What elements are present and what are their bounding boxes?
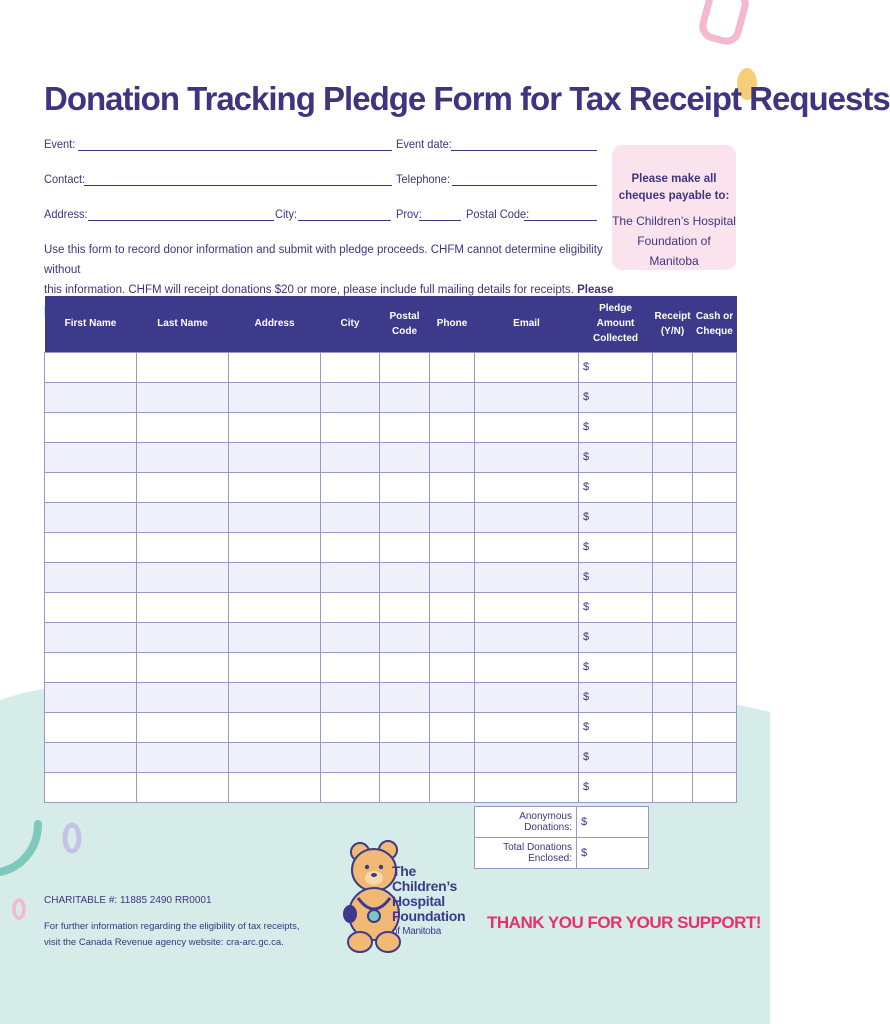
- first-name-cell[interactable]: [45, 742, 137, 772]
- pledge-amount-cell[interactable]: $: [579, 532, 653, 562]
- city-label: City:: [275, 207, 298, 221]
- postal-code-cell[interactable]: [380, 442, 430, 472]
- postal-code-cell[interactable]: [380, 652, 430, 682]
- postal-code-cell[interactable]: [380, 352, 430, 382]
- pledge-amount-cell[interactable]: $: [579, 562, 653, 592]
- cash-or-cheque-cell[interactable]: [693, 412, 737, 442]
- phone-cell[interactable]: [430, 502, 475, 532]
- header-postal-code: Postal Code: [380, 296, 430, 352]
- first-name-cell[interactable]: [45, 562, 137, 592]
- postal-code-field[interactable]: [524, 220, 597, 221]
- phone-cell[interactable]: [430, 622, 475, 652]
- phone-cell[interactable]: [430, 592, 475, 622]
- table-row: [45, 622, 737, 652]
- email-cell[interactable]: [475, 622, 579, 652]
- postal-code-cell[interactable]: [380, 622, 430, 652]
- cash-or-cheque-cell[interactable]: [693, 622, 737, 652]
- postal-code-cell[interactable]: [380, 532, 430, 562]
- first-name-cell[interactable]: [45, 382, 137, 412]
- cash-or-cheque-cell[interactable]: [693, 682, 737, 712]
- cash-or-cheque-cell[interactable]: [693, 562, 737, 592]
- phone-cell[interactable]: [430, 532, 475, 562]
- table-row: [45, 382, 737, 412]
- receipt-cell[interactable]: [653, 592, 693, 622]
- header-email: Email: [475, 296, 579, 352]
- receipt-cell[interactable]: [653, 652, 693, 682]
- phone-cell[interactable]: [430, 712, 475, 742]
- postal-code-cell[interactable]: [380, 742, 430, 772]
- postal-code-cell[interactable]: [380, 592, 430, 622]
- instructions-emphasis: Please: [577, 284, 614, 296]
- email-cell[interactable]: [475, 532, 579, 562]
- address-cell[interactable]: [229, 532, 321, 562]
- address-cell[interactable]: [229, 712, 321, 742]
- pledge-amount-cell[interactable]: $: [579, 682, 653, 712]
- postal-code-cell[interactable]: [380, 502, 430, 532]
- postal-code-cell[interactable]: [380, 562, 430, 592]
- first-name-cell[interactable]: [45, 592, 137, 622]
- cash-or-cheque-cell[interactable]: [693, 382, 737, 412]
- pledge-amount-cell[interactable]: $: [579, 472, 653, 502]
- phone-cell[interactable]: [430, 442, 475, 472]
- address-label: Address:: [44, 207, 88, 221]
- total-donations-row: [475, 838, 649, 869]
- first-name-cell[interactable]: [45, 712, 137, 742]
- city-cell[interactable]: [321, 712, 380, 742]
- cash-or-cheque-cell[interactable]: [693, 532, 737, 562]
- first-name-cell[interactable]: [45, 352, 137, 382]
- total-donations-field[interactable]: $: [577, 838, 649, 869]
- city-cell[interactable]: [321, 502, 380, 532]
- last-name-cell[interactable]: [137, 562, 229, 592]
- first-name-cell[interactable]: [45, 772, 137, 802]
- address-cell[interactable]: [229, 562, 321, 592]
- city-cell[interactable]: [321, 622, 380, 652]
- further-info-line-2: visit the Canada Revenue agency website: cra-arc.gc.ca.: [44, 937, 284, 948]
- header-pledge-amount: Pledge Amount Collected: [579, 296, 653, 352]
- last-name-cell[interactable]: [137, 592, 229, 622]
- payable-organization: [612, 211, 736, 271]
- instructions-line-2: this information. CHFM will receipt donations $20 or more, please include full mailing details for receipts.: [44, 284, 574, 296]
- city-cell[interactable]: [321, 742, 380, 772]
- city-cell[interactable]: [321, 382, 380, 412]
- first-name-cell[interactable]: [45, 532, 137, 562]
- table-row: [45, 712, 737, 742]
- address-cell[interactable]: [229, 652, 321, 682]
- pledge-amount-cell[interactable]: $: [579, 772, 653, 802]
- first-name-cell[interactable]: [45, 472, 137, 502]
- email-cell[interactable]: [475, 382, 579, 412]
- first-name-cell[interactable]: [45, 682, 137, 712]
- phone-cell[interactable]: [430, 562, 475, 592]
- table-row: [45, 562, 737, 592]
- pledge-amount-cell[interactable]: $: [579, 352, 653, 382]
- donor-table: [44, 296, 737, 803]
- phone-cell[interactable]: [430, 742, 475, 772]
- email-cell[interactable]: [475, 742, 579, 772]
- event-date-field[interactable]: [451, 150, 597, 151]
- table-row: [45, 682, 737, 712]
- foundation-logo-text: [392, 864, 465, 939]
- city-cell[interactable]: [321, 652, 380, 682]
- pledge-amount-cell[interactable]: $: [579, 712, 653, 742]
- telephone-label: Telephone:: [396, 172, 451, 186]
- phone-cell[interactable]: [430, 472, 475, 502]
- table-row: [45, 592, 737, 622]
- contact-label: Contact:: [44, 172, 86, 186]
- last-name-cell[interactable]: [137, 352, 229, 382]
- address-cell[interactable]: [229, 382, 321, 412]
- address-cell[interactable]: [229, 472, 321, 502]
- cash-or-cheque-cell[interactable]: [693, 772, 737, 802]
- header-receipt: Receipt (Y/N): [653, 296, 693, 352]
- table-row: [45, 352, 737, 382]
- postal-code-cell[interactable]: [380, 682, 430, 712]
- logo-line-5: of Manitoba: [392, 926, 441, 937]
- receipt-cell[interactable]: [653, 412, 693, 442]
- email-cell[interactable]: [475, 592, 579, 622]
- phone-cell[interactable]: [430, 382, 475, 412]
- further-info-line-1: For further information regarding the eligibility of tax receipts,: [44, 921, 300, 932]
- email-cell[interactable]: [475, 772, 579, 802]
- event-field[interactable]: [78, 150, 392, 151]
- last-name-cell[interactable]: [137, 532, 229, 562]
- city-cell[interactable]: [321, 352, 380, 382]
- first-name-cell[interactable]: [45, 502, 137, 532]
- address-cell[interactable]: [229, 502, 321, 532]
- address-cell[interactable]: [229, 592, 321, 622]
- receipt-cell[interactable]: [653, 442, 693, 472]
- prov-field[interactable]: [419, 220, 461, 221]
- payable-org-line-2: Foundation of Manitoba: [637, 234, 711, 268]
- pledge-amount-cell[interactable]: $: [579, 382, 653, 412]
- cash-or-cheque-cell[interactable]: [693, 502, 737, 532]
- receipt-cell[interactable]: [653, 772, 693, 802]
- anonymous-donations-label: Anonymous Donations:: [475, 807, 577, 838]
- header-phone: Phone: [430, 296, 475, 352]
- email-cell[interactable]: [475, 502, 579, 532]
- first-name-cell[interactable]: [45, 412, 137, 442]
- cheques-payable-box: [612, 145, 736, 270]
- city-cell[interactable]: [321, 532, 380, 562]
- first-name-cell[interactable]: [45, 622, 137, 652]
- first-name-cell[interactable]: [45, 652, 137, 682]
- table-row: [45, 442, 737, 472]
- receipt-cell[interactable]: [653, 622, 693, 652]
- address-cell[interactable]: [229, 622, 321, 652]
- postal-code-cell[interactable]: [380, 472, 430, 502]
- receipt-cell[interactable]: [653, 682, 693, 712]
- email-cell[interactable]: [475, 352, 579, 382]
- pledge-amount-cell[interactable]: $: [579, 502, 653, 532]
- email-cell[interactable]: [475, 562, 579, 592]
- city-cell[interactable]: [321, 592, 380, 622]
- header-cash-or-cheque: Cash or Cheque: [693, 296, 737, 352]
- payable-heading: [612, 171, 736, 205]
- cash-or-cheque-cell[interactable]: [693, 742, 737, 772]
- address-cell[interactable]: [229, 742, 321, 772]
- city-cell[interactable]: [321, 562, 380, 592]
- thank-you-message: THANK YOU FOR YOUR SUPPORT!: [487, 913, 761, 932]
- cash-or-cheque-cell[interactable]: [693, 472, 737, 502]
- table-row: [45, 742, 737, 772]
- email-cell[interactable]: [475, 652, 579, 682]
- table-header-row: [45, 296, 737, 352]
- first-name-cell[interactable]: [45, 442, 137, 472]
- city-cell[interactable]: [321, 682, 380, 712]
- address-cell[interactable]: [229, 412, 321, 442]
- receipt-cell[interactable]: [653, 742, 693, 772]
- pledge-amount-cell[interactable]: $: [579, 442, 653, 472]
- last-name-cell[interactable]: [137, 442, 229, 472]
- event-label: Event:: [44, 137, 76, 151]
- phone-cell[interactable]: [430, 772, 475, 802]
- last-name-cell[interactable]: [137, 712, 229, 742]
- pledge-amount-cell[interactable]: $: [579, 412, 653, 442]
- cash-or-cheque-cell[interactable]: [693, 352, 737, 382]
- header-last-name: Last Name: [137, 296, 229, 352]
- city-cell[interactable]: [321, 472, 380, 502]
- receipt-cell[interactable]: [653, 472, 693, 502]
- pledge-amount-cell[interactable]: $: [579, 742, 653, 772]
- further-information: [44, 919, 324, 951]
- email-cell[interactable]: [475, 442, 579, 472]
- logo-line-3: Hospital: [392, 893, 445, 909]
- receipt-cell[interactable]: [653, 382, 693, 412]
- postal-code-label: Postal Code:: [466, 207, 530, 221]
- table-row: [45, 412, 737, 442]
- total-donations-label: Total Donations Enclosed:: [475, 838, 577, 869]
- last-name-cell[interactable]: [137, 412, 229, 442]
- logo-line-1: The: [392, 863, 416, 879]
- postal-code-cell[interactable]: [380, 412, 430, 442]
- postal-code-cell[interactable]: [380, 772, 430, 802]
- header-first-name: First Name: [45, 296, 137, 352]
- address-field[interactable]: [88, 220, 274, 221]
- telephone-field[interactable]: [452, 185, 597, 186]
- event-date-label: Event date:: [396, 137, 452, 151]
- contact-field[interactable]: [84, 185, 392, 186]
- pledge-amount-cell[interactable]: $: [579, 592, 653, 622]
- cash-or-cheque-cell[interactable]: [693, 712, 737, 742]
- address-cell[interactable]: [229, 352, 321, 382]
- anonymous-donations-row: [475, 807, 649, 838]
- table-row: [45, 532, 737, 562]
- header-address: Address: [229, 296, 321, 352]
- city-field[interactable]: [298, 220, 391, 221]
- receipt-cell[interactable]: [653, 352, 693, 382]
- payable-org-line-1: The Children’s Hospital: [612, 214, 736, 228]
- receipt-cell[interactable]: [653, 502, 693, 532]
- email-cell[interactable]: [475, 682, 579, 712]
- address-cell[interactable]: [229, 442, 321, 472]
- charitable-number: CHARITABLE #: 11885 2490 RR0001: [44, 895, 212, 906]
- logo-line-2: Children’s: [392, 878, 457, 894]
- last-name-cell[interactable]: [137, 502, 229, 532]
- instructions-line-1: Use this form to record donor information and submit with pledge proceeds. CHFM cannot determine eligibility without: [44, 244, 603, 276]
- address-cell[interactable]: [229, 682, 321, 712]
- email-cell[interactable]: [475, 472, 579, 502]
- city-cell[interactable]: [321, 442, 380, 472]
- page-title: Donation Tracking Pledge Form for Tax Receipt Requests: [44, 80, 890, 117]
- last-name-cell[interactable]: [137, 652, 229, 682]
- payable-heading-line-1: Please make all: [631, 173, 717, 185]
- prov-label: Prov:: [396, 207, 422, 221]
- anonymous-donations-field[interactable]: $: [577, 807, 649, 838]
- email-cell[interactable]: [475, 412, 579, 442]
- pledge-amount-cell[interactable]: $: [579, 622, 653, 652]
- last-name-cell[interactable]: [137, 622, 229, 652]
- last-name-cell[interactable]: [137, 772, 229, 802]
- phone-cell[interactable]: [430, 652, 475, 682]
- postal-code-cell[interactable]: [380, 382, 430, 412]
- postal-code-cell[interactable]: [380, 712, 430, 742]
- last-name-cell[interactable]: [137, 682, 229, 712]
- last-name-cell[interactable]: [137, 382, 229, 412]
- table-row: [45, 652, 737, 682]
- receipt-cell[interactable]: [653, 562, 693, 592]
- receipt-cell[interactable]: [653, 532, 693, 562]
- table-row: [45, 472, 737, 502]
- last-name-cell[interactable]: [137, 742, 229, 772]
- last-name-cell[interactable]: [137, 472, 229, 502]
- logo-line-4: Foundation: [392, 908, 466, 924]
- header-city: City: [321, 296, 380, 352]
- table-row: [45, 502, 737, 532]
- totals-table: [474, 806, 649, 869]
- receipt-cell[interactable]: [653, 712, 693, 742]
- city-cell[interactable]: [321, 412, 380, 442]
- city-cell[interactable]: [321, 772, 380, 802]
- cash-or-cheque-cell[interactable]: [693, 652, 737, 682]
- phone-cell[interactable]: [430, 352, 475, 382]
- email-cell[interactable]: [475, 712, 579, 742]
- payable-heading-line-2: cheques payable to:: [618, 190, 730, 202]
- address-cell[interactable]: [229, 772, 321, 802]
- cash-or-cheque-cell[interactable]: [693, 442, 737, 472]
- phone-cell[interactable]: [430, 682, 475, 712]
- pledge-amount-cell[interactable]: $: [579, 652, 653, 682]
- phone-cell[interactable]: [430, 412, 475, 442]
- table-row: [45, 772, 737, 802]
- cash-or-cheque-cell[interactable]: [693, 592, 737, 622]
